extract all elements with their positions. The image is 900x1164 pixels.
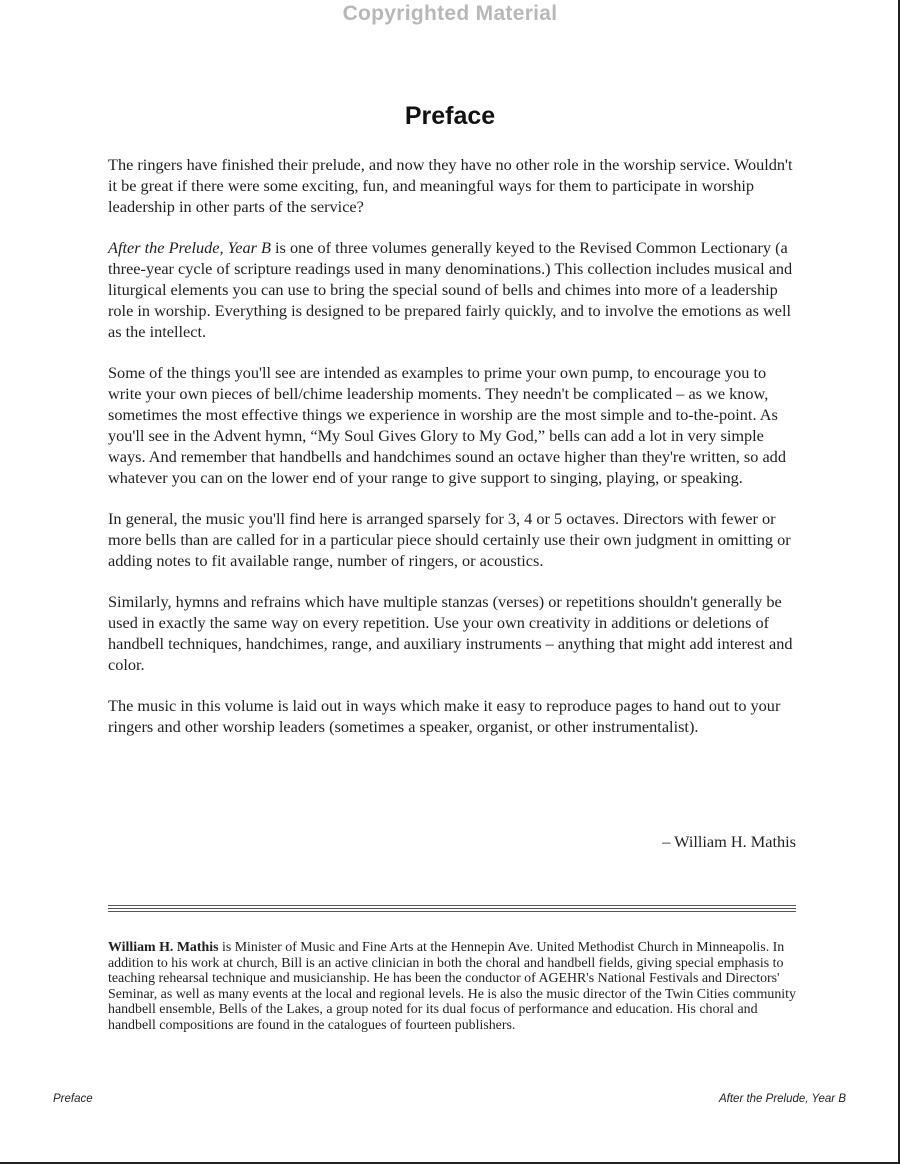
paragraph-5 xyxy=(108,591,798,675)
footer-section-label: Preface xyxy=(53,1093,93,1105)
paragraph-3-text: Some of the things you'll see are intended as examples to prime your own pump, to encourage you to write your own pieces of bell/chime leadership moments. They needn't be complicated – as we know, sometimes the most effective things we experience in worship are the most simple and to-the-point. As you'll see in the Advent hymn, “My Soul Gives Glory to My God,” bells can add a lot in very simple ways. And remember that handbells and handchimes sound an octave higher than they're written, so add whatever you can on the lower end of your range to give support to singing, playing, or speaking. xyxy=(108,363,786,487)
paragraph-3 xyxy=(108,362,798,488)
paragraph-5-text: Similarly, hymns and refrains which have multiple stanzas (verses) or repetitions shouldn't generally be used in exactly the same way on every repetition. Use your own creativity in additions or deletions of handbell techniques, handchimes, range, and auxiliary instruments – anything that might add interest and color. xyxy=(108,592,793,674)
paragraph-6-text: The music in this volume is laid out in ways which make it easy to reproduce pages to hand out to your ringers and other worship leaders (sometimes a speaker, organist, or other instrumentalist). xyxy=(108,696,781,736)
page-title: Preface xyxy=(404,102,496,130)
copyright-watermark: Copyrighted Material xyxy=(342,2,558,25)
preface-body xyxy=(108,154,798,757)
paragraph-4-text: In general, the music you'll find here is arranged sparsely for 3, 4 or 5 octaves. Directors with fewer or more bells than are called for in a particular piece should certainly use their own judgment in omitting or adding notes to fit available range, number of ringers, or acoustics. xyxy=(108,509,791,570)
bio-text: is Minister of Music and Fine Arts at the Hennepin Ave. United Methodist Church in Minneapolis. In addition to his work at church, Bill is an active clinician in both the choral and handbell fields, giving special emphasis to teaching rehearsal technique and musicianship. He has been the conductor of AGEHR's National Festivals and Directors' Seminar, as well as many events at the local and regional levels. He is also the music director of the Twin Cities community handbell ensemble, Bells of the Lakes, a group noted for its dual focus of performance and education. His choral and handbell compositions are found in the catalogues of fourteen publishers. xyxy=(108,940,796,1033)
paragraph-1 xyxy=(108,154,798,217)
paragraph-2-text: is one of three volumes generally keyed to the Revised Common Lectionary (a three-year cycle of scripture readings used in many denominations.) This collection includes musical and liturgical elements you can use to bring the special sound of bells and chimes into more of a leadership role in worship. Everything is designed to be prepared fairly quickly, and to involve the emotions as well as the intellect. xyxy=(108,238,793,341)
author-bio xyxy=(108,940,798,1033)
paragraph-6 xyxy=(108,695,798,737)
author-signature: – William H. Mathis xyxy=(662,832,796,851)
divider-line xyxy=(108,911,796,912)
paragraph-2 xyxy=(108,237,798,342)
section-divider xyxy=(108,905,796,914)
divider-line xyxy=(108,908,796,909)
book-title: After the Prelude, Year B xyxy=(108,238,271,257)
footer-book-title: After the Prelude, Year B xyxy=(718,1093,846,1105)
divider-line xyxy=(108,905,796,906)
paragraph-4 xyxy=(108,508,798,571)
bio-author-name: William H. Mathis xyxy=(108,940,219,955)
paragraph-1-text: The ringers have finished their prelude, and now they have no other role in the worship service. Wouldn't it be great if there were some exciting, fun, and meaningful ways for them to participate in worship leadership in other parts of the service? xyxy=(108,155,793,216)
